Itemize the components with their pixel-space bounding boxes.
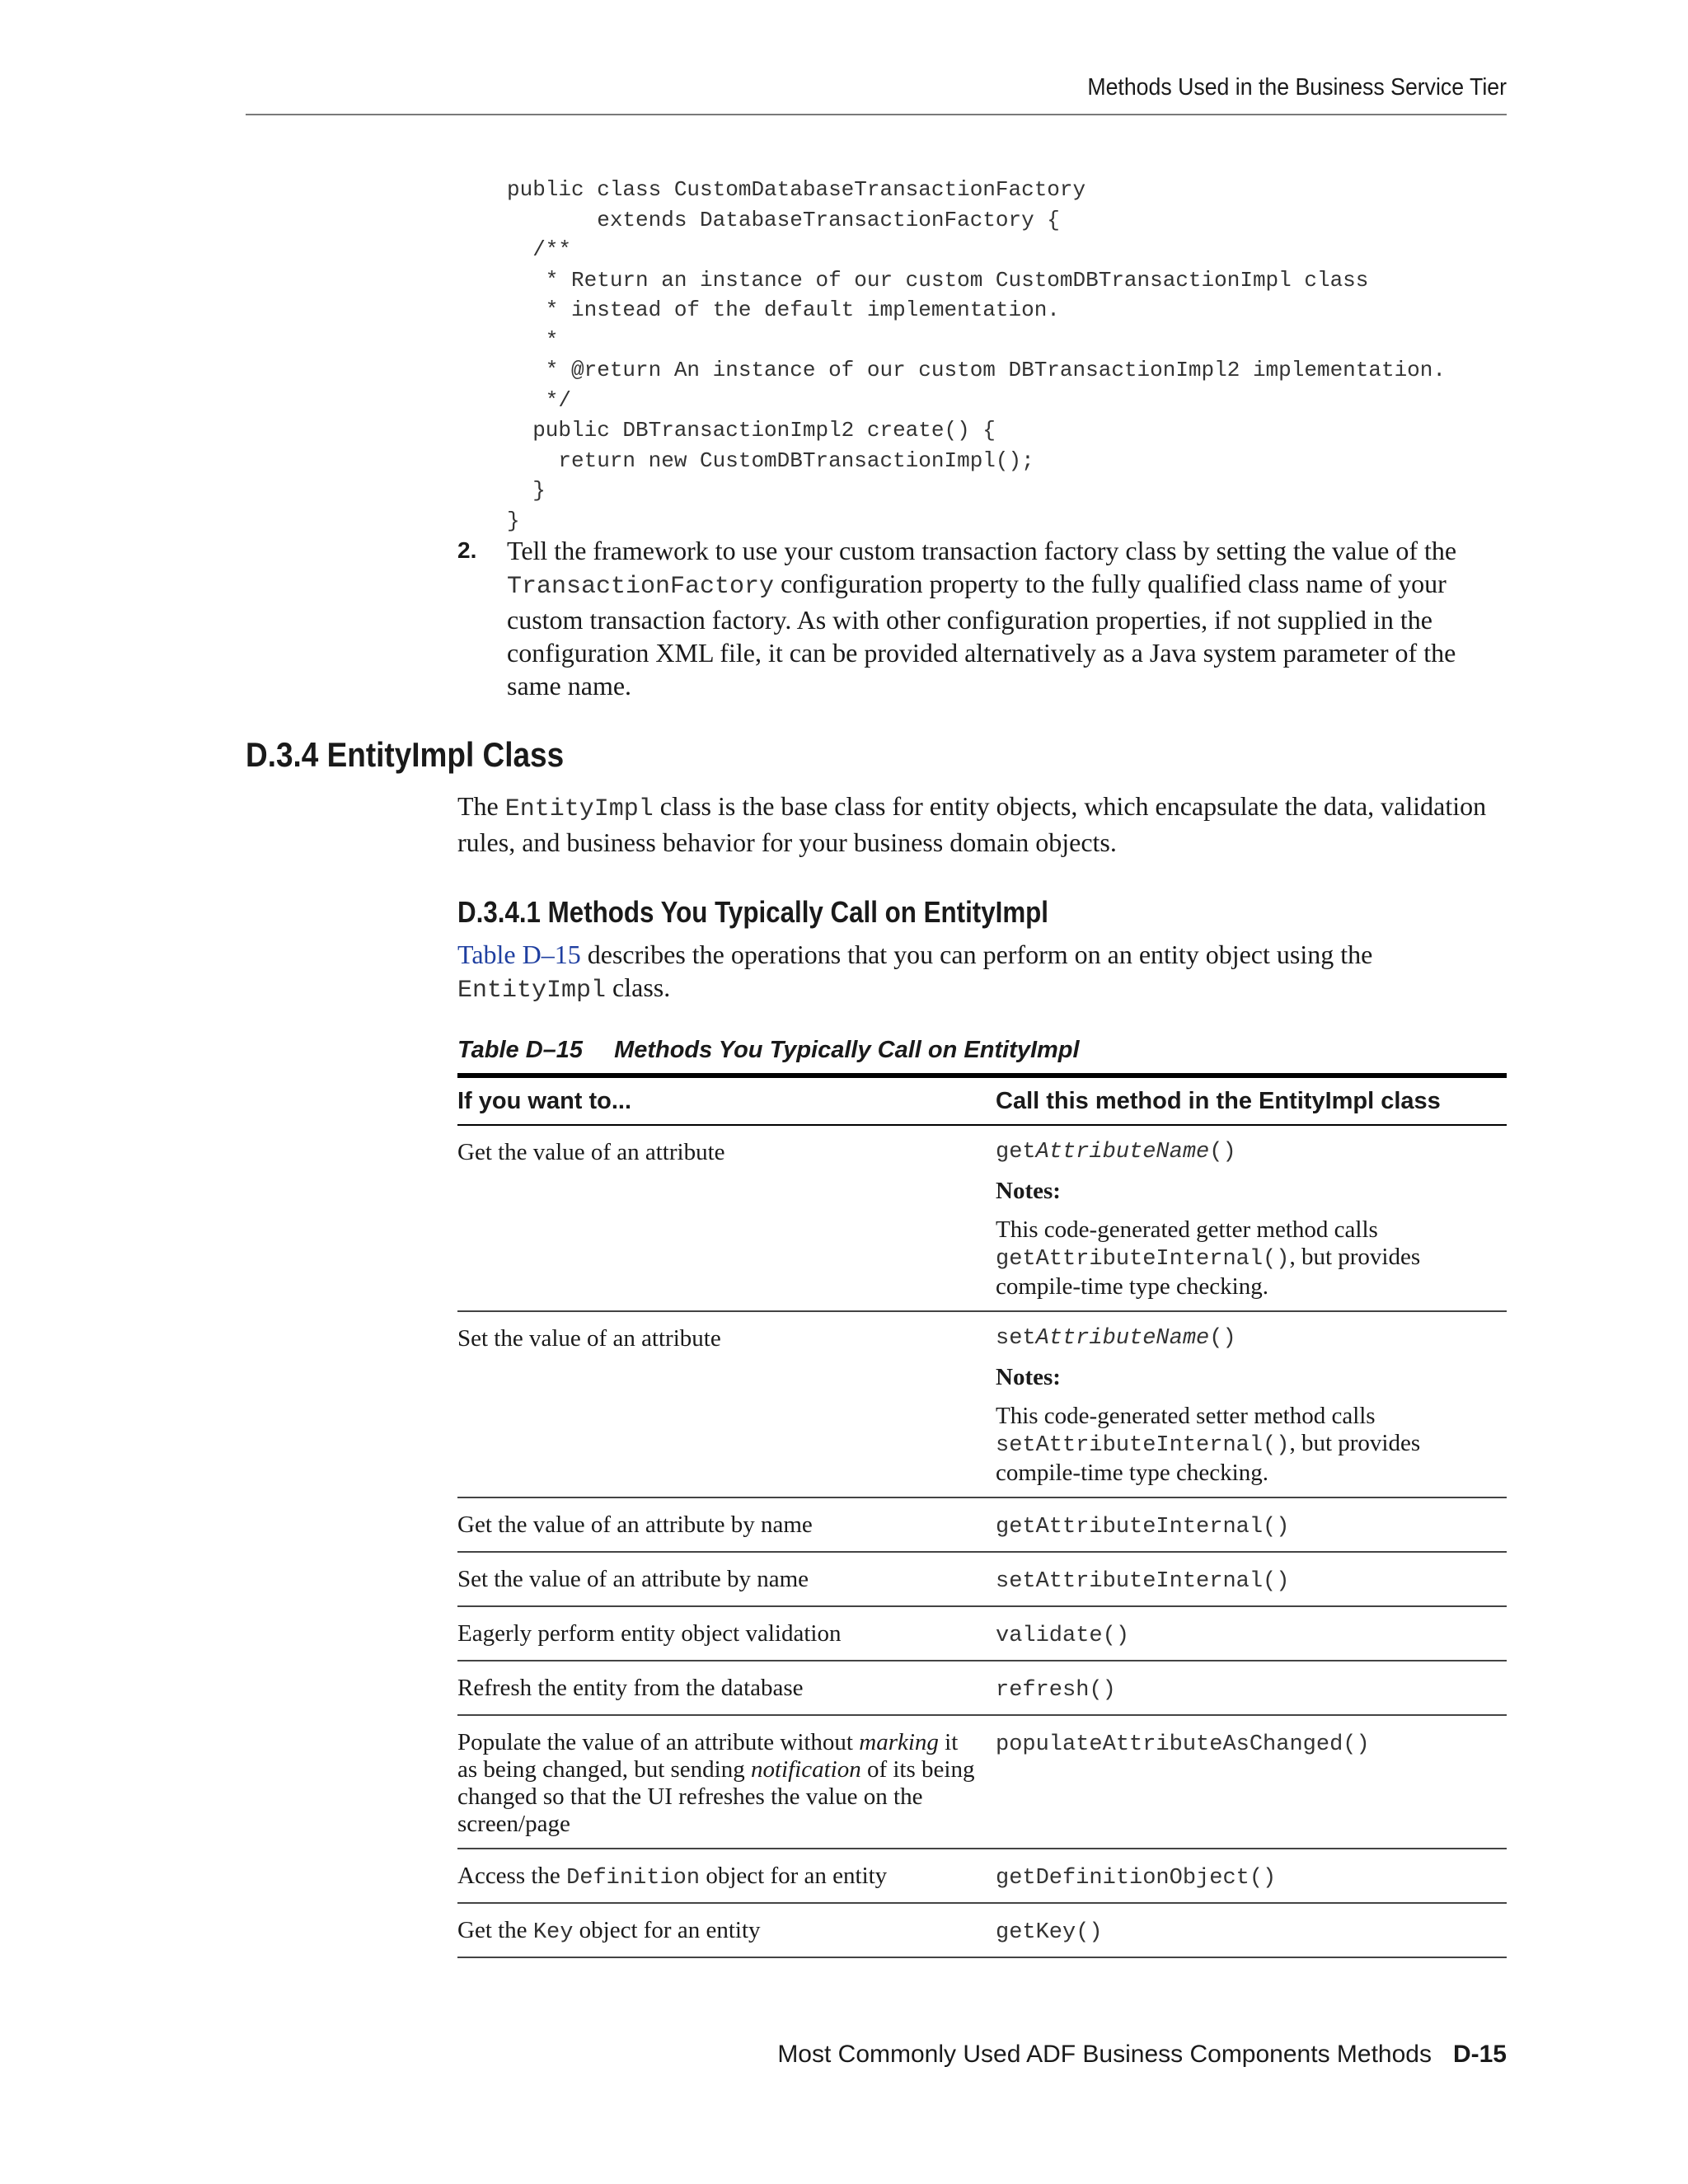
method-cell: [996, 1552, 1507, 1606]
column-header: Call this method in the EntityImpl class: [996, 1076, 1507, 1125]
inline-code: Key: [532, 1920, 574, 1945]
inline-code: TransactionFactory: [507, 573, 775, 601]
method-part: set: [996, 1326, 1036, 1351]
method-placeholder: AttributeName: [1035, 1140, 1210, 1165]
table-row: [457, 1311, 1507, 1497]
method-part: (): [1209, 1326, 1236, 1351]
method-cell: [996, 1903, 1507, 1957]
want-emphasis: marking: [859, 1729, 939, 1755]
method-name: populateAttributeAsChanged(): [996, 1732, 1370, 1757]
notes-part: , but provides compile-time type checking.: [996, 1430, 1421, 1486]
inline-code: setAttributeInternal(): [996, 1433, 1290, 1458]
table-row: [457, 1849, 1507, 1903]
running-header: Methods Used in the Business Service Tier: [1087, 74, 1507, 101]
table-link[interactable]: Table D–15: [457, 940, 581, 969]
method-name: refresh(): [996, 1678, 1116, 1703]
table-row: [457, 1715, 1507, 1849]
footer-title: Most Commonly Used ADF Business Components Methods: [777, 2041, 1432, 2068]
notes-text: [996, 1403, 1507, 1487]
table-row: [457, 1606, 1507, 1661]
want-cell: [457, 1849, 996, 1903]
want-emphasis: notification: [750, 1756, 861, 1783]
method-name: getDefinitionObject(): [996, 1866, 1277, 1891]
method-name: validate(): [996, 1624, 1130, 1648]
page-footer: [246, 2041, 1507, 2069]
code-line: public class CustomDatabaseTransactionFactory: [507, 177, 1086, 202]
inline-code: Definition: [566, 1866, 701, 1891]
intro-text: The: [457, 791, 505, 821]
want-part: Get the: [457, 1917, 533, 1943]
method-name: [996, 1139, 1507, 1166]
method-name: [996, 1325, 1507, 1352]
table-row: [457, 1903, 1507, 1957]
step-text-part: configuration property to the fully qualified class name of your custom transaction factory. As with other configuration properties, if not supplied in the configuration XML file, it can be provided alternatively as a Java system parameter of the same name.: [507, 569, 1456, 701]
method-name: getKey(): [996, 1920, 1103, 1945]
notes-label: Notes:: [996, 1178, 1061, 1204]
code-line: }: [507, 478, 546, 503]
table-row: [457, 1661, 1507, 1715]
intro-text: class is the base class for entity objects, which encapsulate the data, validation rules, and business behavior for your business domain objects.: [457, 791, 1487, 857]
page-number: D-15: [1452, 2041, 1507, 2068]
intro-text: class.: [606, 972, 671, 1002]
table-row: [457, 1552, 1507, 1606]
step-number: 2.: [457, 537, 477, 563]
caption-label: Table D–15: [457, 1037, 584, 1063]
method-cell: [996, 1311, 1507, 1497]
want-cell: Get the value of an attribute by name: [457, 1497, 996, 1552]
section-heading: D.3.4 EntityImpl Class: [246, 735, 565, 774]
code-line: /**: [507, 237, 572, 262]
code-line: extends DatabaseTransactionFactory {: [507, 207, 1060, 232]
code-line: * @return An instance of our custom DBTransactionImpl2 implementation.: [507, 358, 1446, 382]
want-cell: Set the value of an attribute: [457, 1311, 996, 1497]
header-rule: [246, 114, 1507, 115]
want-part: Access the: [457, 1863, 567, 1889]
method-cell: [996, 1606, 1507, 1661]
want-cell: [457, 1903, 996, 1957]
method-placeholder: AttributeName: [1035, 1326, 1210, 1351]
method-part: get: [996, 1140, 1036, 1165]
subsection-heading: D.3.4.1 Methods You Typically Call on EntityImpl: [457, 895, 1049, 929]
method-name: setAttributeInternal(): [996, 1569, 1290, 1594]
table-header-row: [457, 1076, 1507, 1125]
caption-title: Methods You Typically Call on EntityImpl: [614, 1037, 1080, 1063]
step-text: [507, 534, 1512, 702]
subsection-intro: [457, 938, 1512, 1007]
step-text-part: Tell the framework to use your custom transaction factory class by setting the value of the: [507, 536, 1457, 565]
inline-code: EntityImpl: [504, 795, 654, 823]
inline-code: getAttributeInternal(): [996, 1247, 1290, 1272]
code-line: public DBTransactionImpl2 create() {: [507, 418, 996, 443]
want-cell: Get the value of an attribute: [457, 1125, 996, 1311]
want-part: of its being changed so that the UI refreshes the value on the screen/page: [457, 1756, 975, 1837]
want-part: object for an entity: [700, 1863, 888, 1889]
notes-part: This code-generated getter method calls: [996, 1216, 1378, 1243]
notes-part: This code-generated setter method calls: [996, 1403, 1376, 1429]
notes-text: [996, 1216, 1507, 1301]
table-row: [457, 1125, 1507, 1311]
want-part: Populate the value of an attribute without: [457, 1729, 860, 1755]
code-line: return new CustomDBTransactionImpl();: [507, 448, 1034, 473]
method-name: getAttributeInternal(): [996, 1515, 1290, 1540]
intro-text: describes the operations that you can perform on an entity object using the: [580, 940, 1373, 969]
code-line: }: [507, 508, 520, 533]
step-2: [457, 534, 1512, 702]
method-cell: [996, 1849, 1507, 1903]
table-row: [457, 1497, 1507, 1552]
code-line: */: [507, 387, 572, 413]
methods-table: [457, 1073, 1507, 1958]
want-cell: Set the value of an attribute by name: [457, 1552, 996, 1606]
method-cell: [996, 1715, 1507, 1849]
want-part: it as being changed, but sending: [457, 1729, 959, 1783]
method-cell: [996, 1497, 1507, 1552]
section-intro: [457, 790, 1512, 859]
code-sample: [507, 175, 1446, 536]
inline-code: EntityImpl: [457, 977, 607, 1005]
table-caption: [457, 1037, 1080, 1064]
notes-part: , but provides compile-time type checking.: [996, 1244, 1421, 1300]
method-cell: [996, 1661, 1507, 1715]
code-line: * Return an instance of our custom CustomDBTransactionImpl class: [507, 267, 1369, 293]
method-part: (): [1209, 1140, 1236, 1165]
code-line: *: [507, 327, 559, 353]
want-cell: [457, 1715, 996, 1849]
want-cell: Refresh the entity from the database: [457, 1661, 996, 1715]
column-header: If you want to...: [457, 1076, 996, 1125]
method-cell: [996, 1125, 1507, 1311]
want-part: object for an entity: [573, 1917, 761, 1943]
code-line: * instead of the default implementation.: [507, 298, 1060, 322]
want-cell: Eagerly perform entity object validation: [457, 1606, 996, 1661]
notes-label: Notes:: [996, 1364, 1061, 1390]
